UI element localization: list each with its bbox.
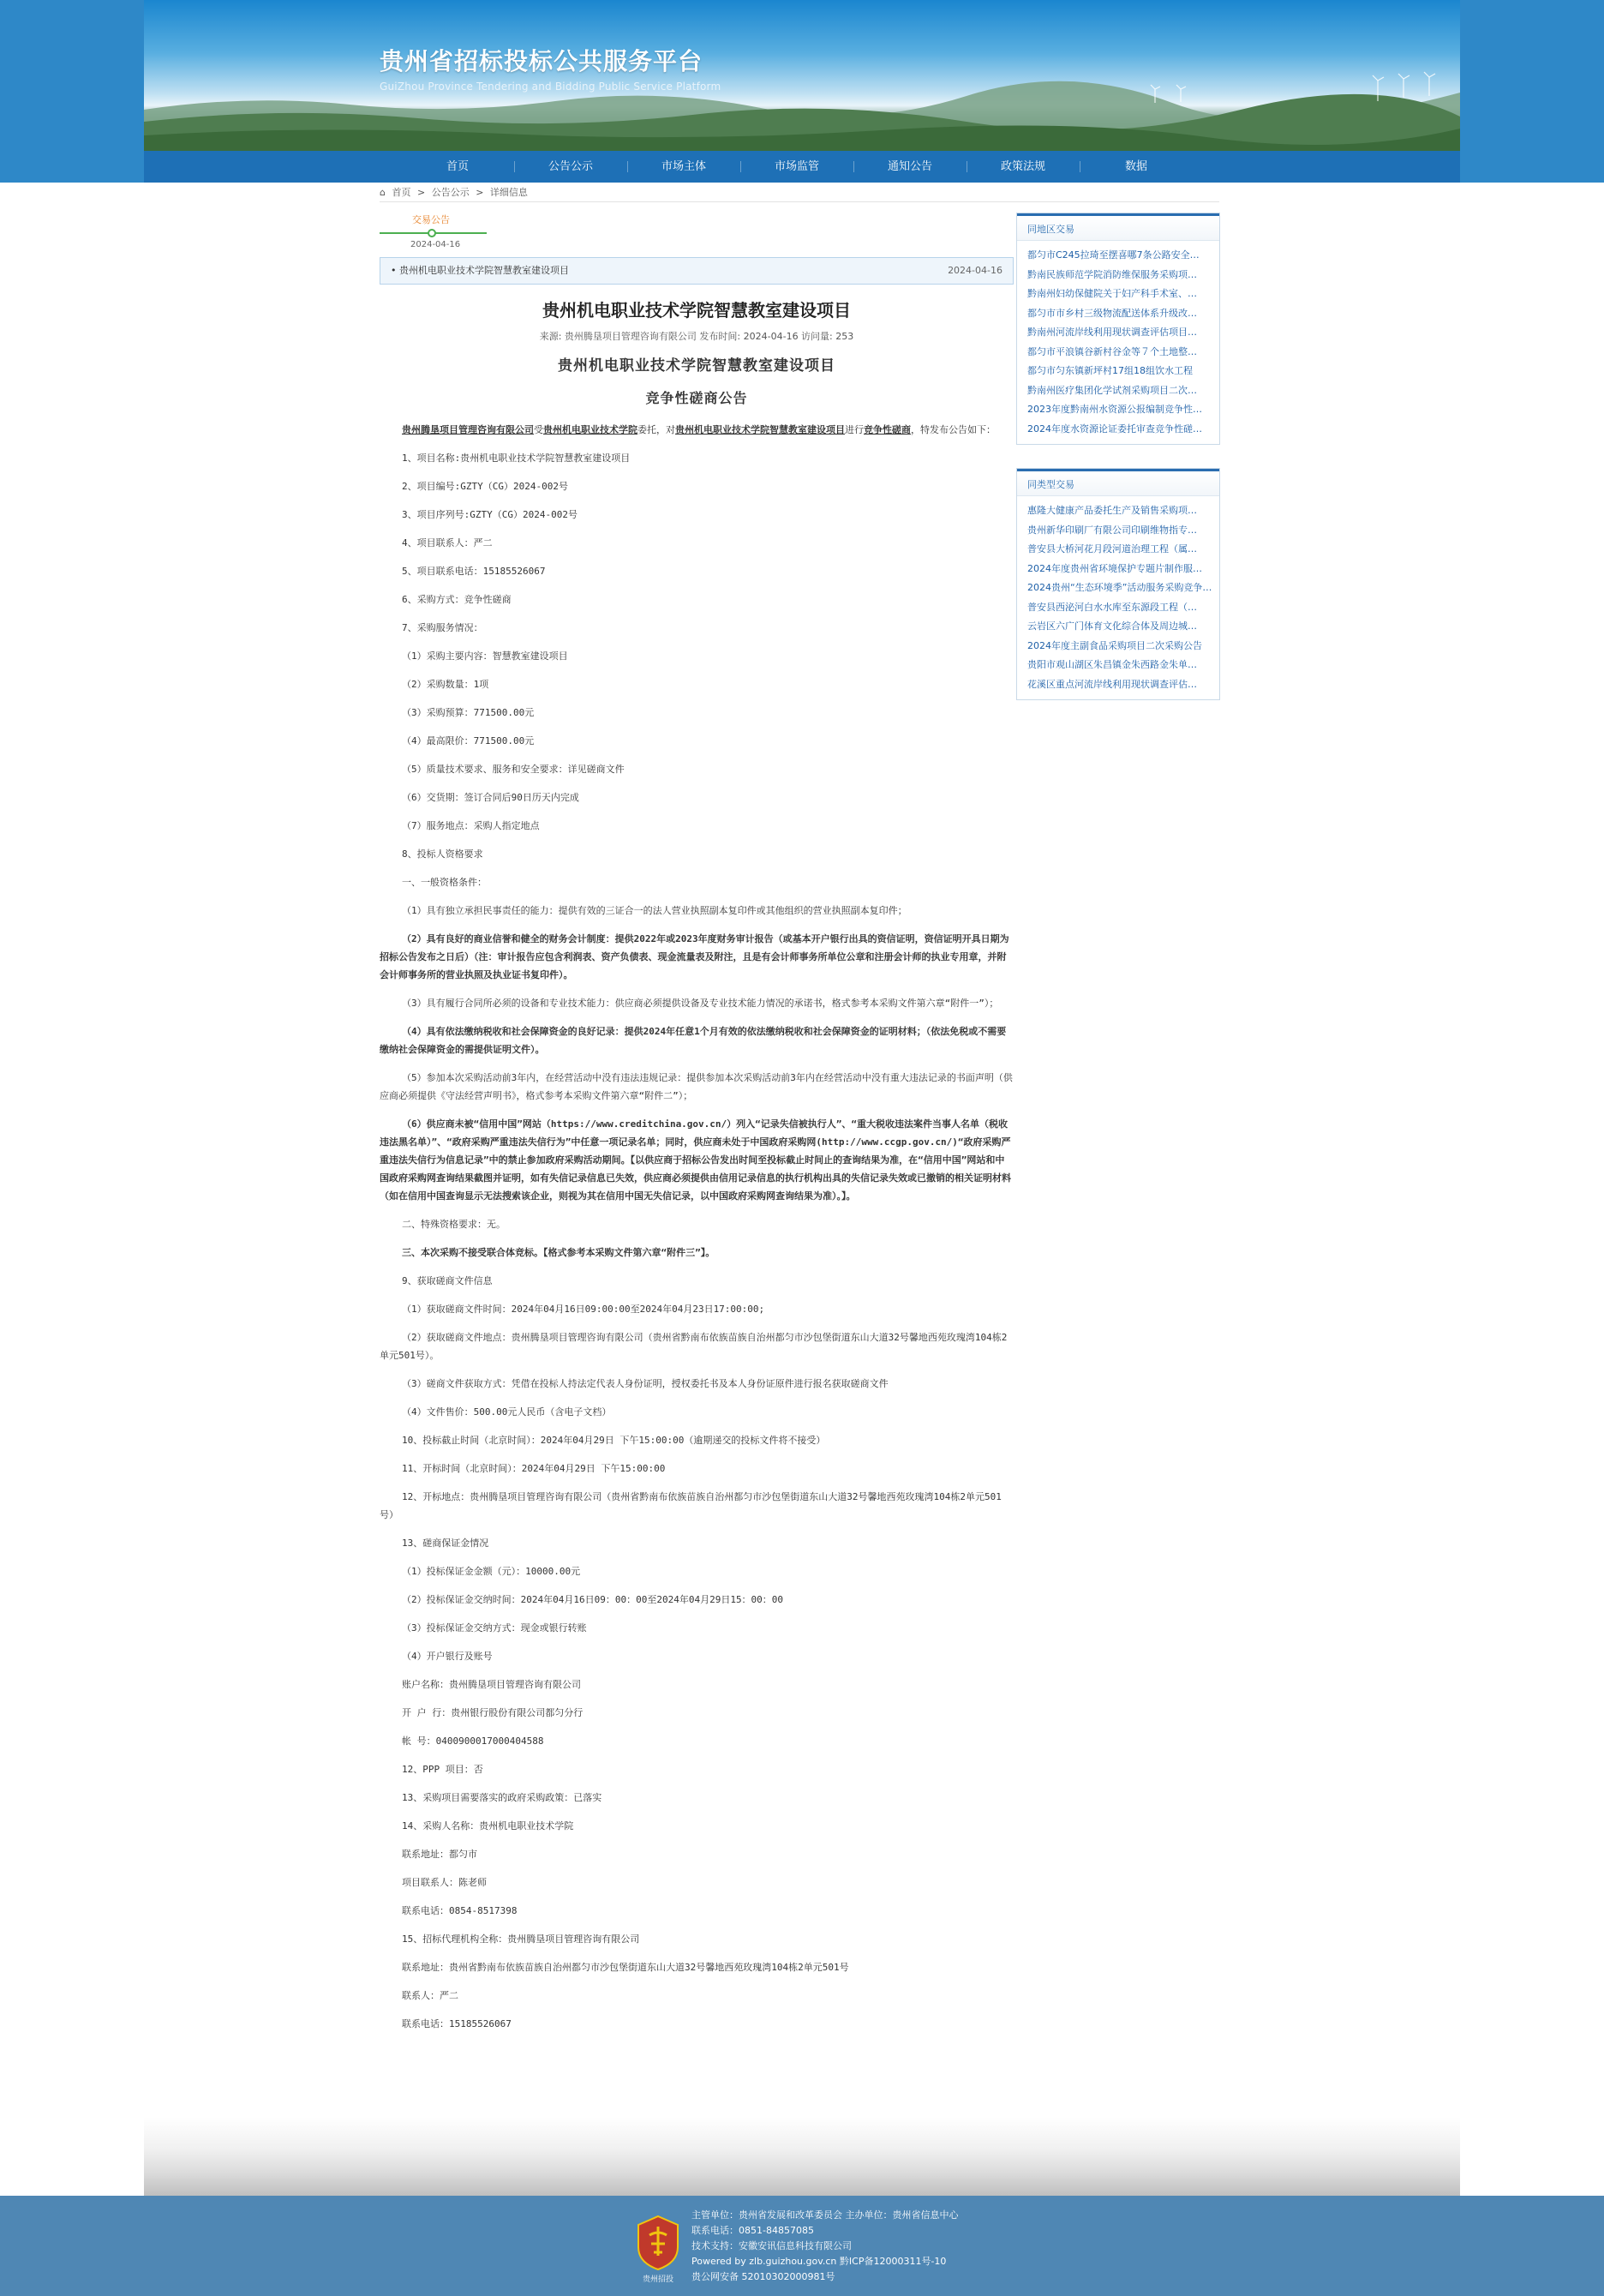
list-item[interactable]: 2024贵州“生态环境季”活动服务采购竞争… <box>1027 582 1212 593</box>
list-item[interactable]: 黔南民族师范学院消防维保服务采购项… <box>1027 268 1197 280</box>
same-type-list <box>1017 496 1219 699</box>
list-item[interactable]: 都匀市市乡村三级物流配送体系升级改… <box>1027 307 1197 319</box>
body-line: 6、采购方式：竞争性磋商 <box>402 594 512 605</box>
project-link-date: 2024-04-16 <box>948 265 1002 276</box>
document-meta: 来源: 贵州腾垦项目管理咨询有限公司 发布时间: 2024-04-16 访问量: 253 <box>539 331 854 342</box>
timeline-dot-icon <box>428 229 436 237</box>
body-line: 项目联系人：陈老师 <box>402 1877 487 1888</box>
breadcrumb-announcements[interactable]: 公告公示 <box>431 187 470 198</box>
breadcrumb <box>380 183 1219 202</box>
body-paragraph: （2）获取磋商文件地点：贵州腾垦项目管理咨询有限公司（贵州省黔南布依族苗族自治州都匀市沙包堡街道东山大道32号馨地西苑玫瑰湾104栋2单元501号）。 <box>380 1332 1008 1361</box>
body-line: 联系电话：15185526067 <box>402 2018 512 2029</box>
document-body <box>380 421 1014 2043</box>
breadcrumb-current: 详细信息 <box>489 187 528 198</box>
body-line: （3）投标保证金交纳方式：现金或银行转账 <box>402 1622 587 1634</box>
nav-data[interactable]: 数据 <box>1080 151 1193 183</box>
body-line: （3）采购预算：771500.00元 <box>402 707 535 718</box>
list-item[interactable]: 普安县西泌河白水水库至东源段工程（… <box>1027 601 1197 613</box>
body-line: 联系电话：0854-8517398 <box>402 1905 518 1916</box>
bullet-icon: • <box>391 265 399 276</box>
same-type-transactions <box>1016 468 1220 700</box>
footer-line[interactable]: Powered by zlb.guizhou.gov.cn 黔ICP备12000311号-10 <box>691 2256 947 2267</box>
footer-landscape <box>144 2117 1460 2196</box>
footer-line: 联系电话：0851-84857085 <box>691 2225 814 2236</box>
intro-text: 受 <box>534 424 543 435</box>
body-line: 15、招标代理机构全称：贵州腾垦项目管理咨询有限公司 <box>402 1933 640 1945</box>
list-item[interactable]: 2023年度黔南州水资源公报编制竞争性… <box>1027 404 1202 415</box>
body-line: （4）文件售价：500.00元人民币（含电子文档） <box>402 1406 612 1418</box>
body-line: 账户名称：贵州腾垦项目管理咨询有限公司 <box>402 1679 581 1690</box>
list-item[interactable]: 花溪区重点河流岸线利用现状调查评估… <box>1027 678 1197 690</box>
body-line: 3、项目序列号:GZTY（CG）2024-002号 <box>402 509 578 520</box>
nav-market-supervision[interactable]: 市场监管 <box>740 151 853 183</box>
intro-paragraph <box>380 421 1014 439</box>
purchaser-name: 贵州机电职业技术学院 <box>543 424 637 435</box>
list-item[interactable]: 都匀市C245拉琦至摆喜哪7条公路安全… <box>1027 249 1200 261</box>
platform-emblem-icon <box>635 2215 681 2271</box>
intro-text: ，特发布公告如下： <box>911 424 996 435</box>
body-line: （2）投标保证金交纳时间：2024年04月16日09：00：00至2024年04月29日15：00：00 <box>402 1594 784 1605</box>
body-line: 1、项目名称:贵州机电职业技术学院智慧教室建设项目 <box>402 453 631 464</box>
footer-line[interactable]: 贵公网安备 52010302000981号 <box>691 2271 835 2282</box>
project-link-title[interactable]: 贵州机电职业技术学院智慧教室建设项目 <box>399 265 569 276</box>
footer <box>0 2196 1604 2296</box>
body-line: 联系地址：贵州省黔南布依族苗族自治州都匀市沙包堡街道东山大道32号馨地西苑玫瑰湾104栋2单元501号 <box>402 1962 849 1973</box>
list-item[interactable]: 贵州新华印刷厂有限公司印刷维物指专… <box>1027 524 1197 536</box>
project-name: 贵州机电职业技术学院智慧教室建设项目 <box>675 424 845 435</box>
body-paragraph: 12、开标地点：贵州腾垦项目管理咨询有限公司（贵州省黔南布依族苗族自治州都匀市沙包堡街道东山大道32号馨地西苑玫瑰湾104栋2单元501号） <box>380 1491 1002 1520</box>
body-line: （5）质量技术要求、服务和安全要求：详见磋商文件 <box>402 764 625 775</box>
body-paragraph: （6）供应商未被“信用中国”网站（https://www.creditchina.gov.cn/）列入“记录失信被执行人”、“重大税收违法案件当事人名单（税收违法黑名单）”、“政府采购严重违法失信行为”中任意一项记录名单；同时，供应商未处于中国政府采购网(http://www.ccgp.gov.cn/)“政府采购严重违法失信行为信息记录”中的禁止参加政府采购活动期间。【以供应商于招标公告发出时间至投标截止时间止的查询结果为准，在“信用中国”网站和中国政府采购网查询结果截图并证明，如有失信记录信息已失效，供应商必须提供由信用记录信息的执行机构出具的失信记录失效或已撤销的相关证明材料（如在信用中国查询显示无法搜索该企业，则视为其在信用中国无失信记录，以中国政府采购网查询结果为准）。】。 <box>380 1118 1011 1202</box>
list-item[interactable]: 云岩区六广门体育文化综合体及周边城… <box>1027 620 1197 632</box>
project-link-bar[interactable] <box>380 257 1014 285</box>
body-line: 二、特殊资格要求：无。 <box>402 1219 506 1230</box>
site-title: 贵州省招标投标公共服务平台 <box>380 47 703 75</box>
nav-announcements[interactable]: 公告公示 <box>514 151 627 183</box>
list-item[interactable]: 2024年度主副食品采购项目二次采购公告 <box>1027 639 1202 651</box>
procurement-method: 竞争性磋商 <box>864 424 911 435</box>
same-area-transactions <box>1016 213 1220 445</box>
footer-info <box>691 2208 959 2285</box>
body-line: （7）服务地点：采购人指定地点 <box>402 820 540 831</box>
timeline-date: 2024-04-16 <box>410 240 461 249</box>
timeline-stage-label[interactable]: 交易公告 <box>412 214 450 225</box>
process-timeline <box>380 209 1014 254</box>
body-paragraph: （3）具有履行合同所必须的设备和专业技术能力：供应商必须提供设备及专业技术能力情况的承诺书，格式参考本采购文件第六章“附件一”）； <box>402 998 999 1009</box>
body-line: （6）交货期：签订合同后90日历天内完成 <box>402 792 579 803</box>
emblem-caption: 贵州招投 <box>642 2275 673 2284</box>
body-line: 一、一般资格条件： <box>402 877 487 888</box>
list-item[interactable]: 2024年度贵州省环境保护专题片制作服… <box>1027 562 1202 574</box>
body-line: 三、本次采购不接受联合体竞标。【格式参考本采购文件第六章“附件三”】。 <box>402 1247 715 1258</box>
body-line: 8、投标人资格要求 <box>402 848 483 860</box>
body-paragraph: （5）参加本次采购活动前3年内，在经营活动中没有违法违规记录：提供参加本次采购活动前3年内在经营活动中没有重大违法记录的书面声明（供应商必须提供《守法经营声明书》，格式参考本采购文件第六章“附件二”）； <box>380 1072 1013 1101</box>
same-area-list <box>1017 241 1219 444</box>
list-item[interactable]: 黔南州医疗集团化学试剂采购项目二次… <box>1027 384 1197 396</box>
body-line: 12、PPP 项目：否 <box>402 1764 483 1775</box>
list-item[interactable]: 黔南州河流岸线利用现状调查评估项目… <box>1027 327 1197 338</box>
breadcrumb-home[interactable]: 首页 <box>392 187 411 198</box>
nav-market-entities[interactable]: 市场主体 <box>627 151 740 183</box>
list-item[interactable]: 黔南州妇幼保健院关于妇产科手术室、… <box>1027 288 1197 299</box>
body-line: 开 户 行：贵州银行股份有限公司都匀分行 <box>402 1707 584 1718</box>
body-line: 13、采购项目需要落实的政府采购政策：已落实 <box>402 1792 602 1803</box>
list-item[interactable]: 2024年度水资源论证委托审查竞争性磋… <box>1027 423 1202 435</box>
nav-home[interactable]: 首页 <box>446 160 469 173</box>
list-item[interactable]: 普安县大桥河花月段河道治理工程（属… <box>1027 543 1197 555</box>
body-line: （2）采购数量：1项 <box>402 679 489 690</box>
breadcrumb-separator-icon: > <box>416 187 426 198</box>
body-line: 7、采购服务情况： <box>402 622 483 633</box>
breadcrumb-separator-icon: > <box>476 187 484 198</box>
list-item[interactable]: 都匀市平浪镇谷新村谷金等７个土地整… <box>1027 345 1197 357</box>
main-nav <box>144 151 1460 183</box>
body-line: 10、投标截止时间（北京时间）：2024年04月29日 下午15:00:00（逾期递交的投标文件将不接受） <box>402 1435 826 1446</box>
body-line: （4）开户银行及账号 <box>402 1651 493 1662</box>
same-area-title: 同地区交易 <box>1017 213 1219 241</box>
list-item[interactable]: 贵阳市观山湖区朱昌镇金朱西路金朱单… <box>1027 659 1197 670</box>
agency-name: 贵州腾垦项目管理咨询有限公司 <box>402 424 534 435</box>
same-type-title: 同类型交易 <box>1017 469 1219 496</box>
home-icon: ⌂ <box>380 187 386 198</box>
body-line: 14、采购人名称：贵州机电职业技术学院 <box>402 1820 574 1831</box>
site-subtitle: GuiZhou Province Tendering and Bidding Public Service Platform <box>380 81 721 93</box>
body-line: （1）投标保证金金额（元）：10000.00元 <box>402 1566 581 1577</box>
body-line: （1）采购主要内容：智慧教室建设项目 <box>402 650 568 662</box>
header-banner <box>144 0 1460 151</box>
footer-line: 主管单位：贵州省发展和改革委员会 主办单位：贵州省信息中心 <box>691 2209 959 2221</box>
body-line: 11、开标时间（北京时间）：2024年04月29日 下午15:00:00 <box>402 1463 666 1474</box>
body-line: 联系人：严二 <box>402 1990 458 2001</box>
body-line: 帐 号：0400900017000404588 <box>402 1735 544 1747</box>
main-content <box>380 209 1014 2029</box>
body-line: 2、项目编号:GZTY（CG）2024-002号 <box>402 481 568 492</box>
body-line: 5、项目联系电话：15185526067 <box>402 566 546 577</box>
body-line: （3）磋商文件获取方式：凭借在投标人持法定代表人身份证明，授权委托书及本人身份证原件进行报名获取磋商文件 <box>402 1378 889 1389</box>
document-title: 贵州机电职业技术学院智慧教室建设项目 <box>542 300 851 321</box>
body-paragraph: （1）具有独立承担民事责任的能力：提供有效的三证合一的法人营业执照副本复印件或其他组织的营业执照副本复印件； <box>402 905 907 916</box>
body-paragraph: （2）具有良好的商业信誉和健全的财务会计制度：提供2022年或2023年度财务审计报告（或基本开户银行出具的资信证明，资信证明开具日期为招标公告发布之日后）（注：审计报告应包含利润表、资产负债表、现金流量表及附注，且是有会计师事务所单位公章和注册会计师的执业专用章，并附会计师事务所的营业执照及执业证书复印件）。 <box>380 933 1009 980</box>
landscape-illustration <box>144 0 1460 151</box>
body-line: （4）最高限价：771500.00元 <box>402 735 535 746</box>
body-line: 9、获取磋商文件信息 <box>402 1275 493 1286</box>
document-subtitle-type: 竞争性磋商公告 <box>645 390 748 406</box>
nav-notices[interactable]: 通知公告 <box>853 151 967 183</box>
intro-text: 进行 <box>845 424 864 435</box>
document-subtitle: 贵州机电职业技术学院智慧教室建设项目 <box>558 357 835 375</box>
body-paragraph: （4）具有依法缴纳税收和社会保障资金的良好记录：提供2024年任意1个月有效的依法缴纳税收和社会保障资金的证明材料；（依法免税或不需要缴纳社会保障资金的需提供证明文件）。 <box>380 1026 1007 1055</box>
list-item[interactable]: 都匀市匀东镇新坪村17组18组饮水工程 <box>1027 365 1193 376</box>
body-line: 联系地址：都匀市 <box>402 1849 477 1860</box>
intro-text: 委托，对 <box>637 424 675 435</box>
list-item[interactable]: 惠隆大健康产品委托生产及销售采购项… <box>1027 505 1197 516</box>
footer-line: 技术支持：安徽安讯信息科技有限公司 <box>691 2240 852 2251</box>
body-line: 13、磋商保证金情况 <box>402 1538 489 1549</box>
nav-policies[interactable]: 政策法规 <box>967 151 1080 183</box>
body-line: 4、项目联系人：严二 <box>402 537 493 549</box>
body-line: （1）获取磋商文件时间：2024年04月16日09:00:00至2024年04月23日17:00:00; <box>402 1304 765 1315</box>
